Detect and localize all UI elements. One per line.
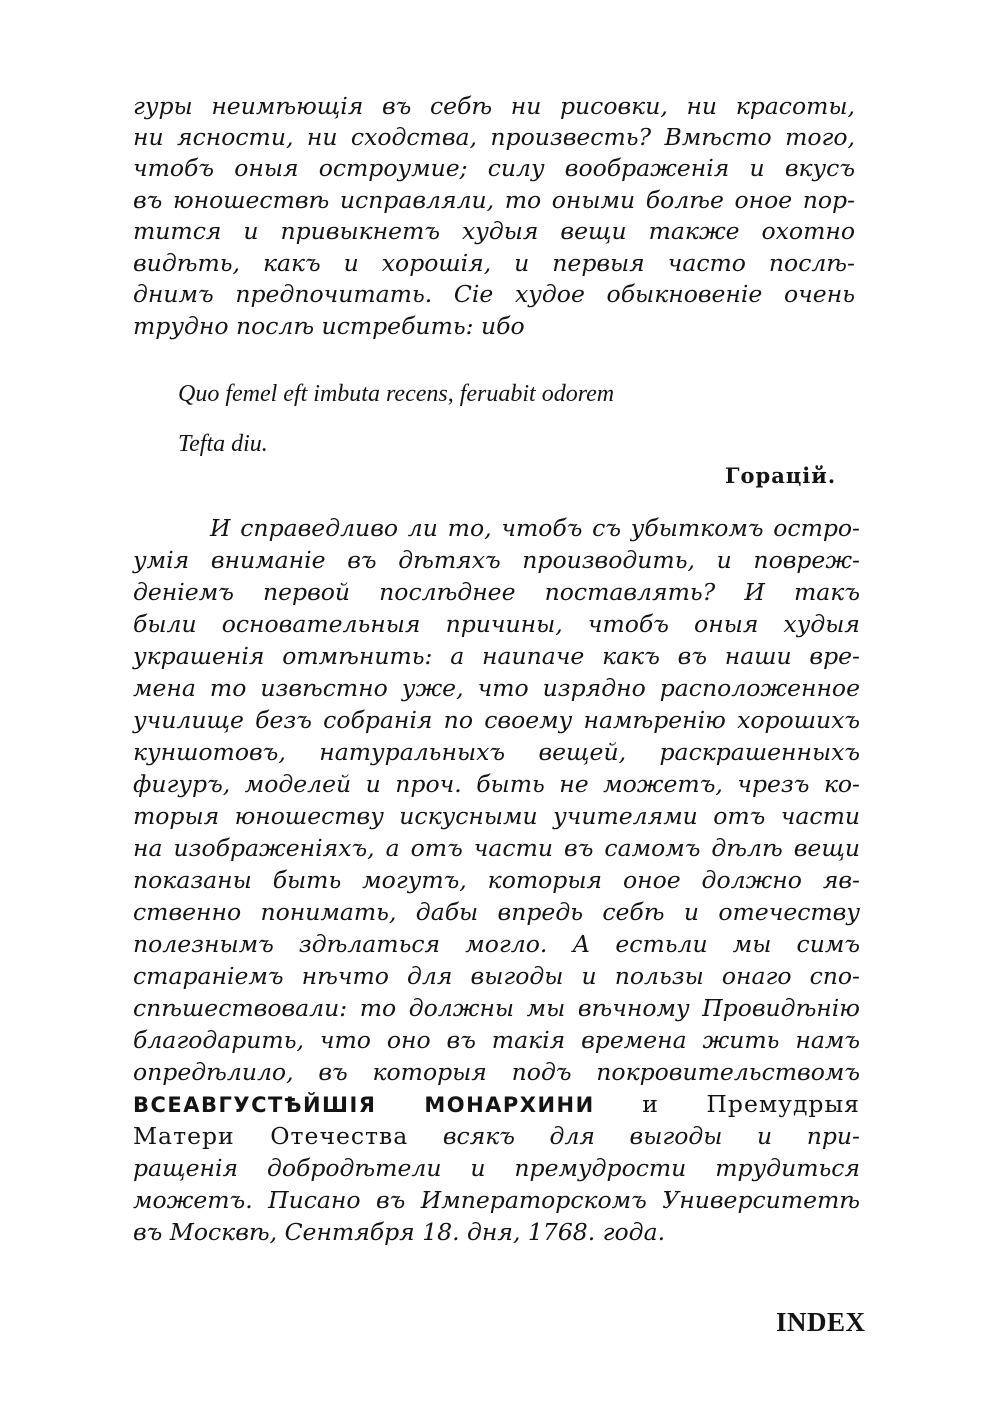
text-line: на изображеніяхъ, а отъ части въ самомъ дѣлѣ вещи	[133, 834, 860, 862]
text-line: куншотовъ, натуральныхъ вещей, раскрашенныхъ	[133, 738, 860, 766]
quote-line: Tefta diu.	[178, 431, 268, 457]
text-line: умія вниманіе въ дѣтяхъ производить, и повреж-	[133, 546, 860, 574]
dedication-line	[133, 1089, 860, 1119]
text-line: въ Москвѣ, Сентября 18. дня, 1768. года.	[133, 1218, 666, 1246]
text-fragment: всякъ для выгоды и при-	[408, 1122, 860, 1150]
text-line: трудно послѣ истребить: ибо	[133, 312, 525, 340]
text-line: ращенія добродѣтели и премудрости трудиться	[133, 1154, 860, 1182]
text-line: фигуръ, моделей и проч. быть не можетъ, чрезъ ко-	[133, 770, 860, 798]
text-line: чтобъ оныя остроумие; силу воображенія и вкусъ	[133, 154, 855, 182]
text-line: училище безъ собранія по своему намѣренію хорошихъ	[133, 706, 860, 734]
text-line: въ юношествѣ исправляли, то оными болѣе оное пор-	[133, 186, 855, 214]
catchword: INDEX	[776, 1307, 866, 1337]
text-line: видѣть, какъ и хорошія, и первыя часто послѣ-	[133, 249, 855, 277]
text-line: полезнымъ здѣлаться могло. А естьли мы симъ	[133, 930, 860, 958]
quote-attribution: Горацій.	[725, 463, 837, 488]
quote-line: Quo femel eft imbuta recens, feruabit odorem	[178, 381, 615, 407]
text-line: опредѣлило, въ которыя подъ покровительствомъ	[133, 1058, 860, 1086]
text-line: можетъ. Писано въ Императорскомъ Университетѣ	[133, 1186, 860, 1214]
text-line: деніемъ первой послѣднее поставлять? И такъ	[133, 578, 860, 606]
text-line: были основательныя причины, чтобъ оныя худыя	[133, 610, 860, 638]
dedication-caps: ВСЕАВГУСТѢЙШІЯ МОНАРХИНИ	[133, 1093, 595, 1117]
text-line: мена то извѣстно уже, что изрядно расположенное	[133, 674, 860, 702]
text-line: показаны быть могутъ, которыя оное должно яв-	[133, 866, 860, 894]
text-line: тится и привыкнетъ худыя вещи также охотно	[133, 217, 855, 245]
text-fragment: и	[594, 1090, 707, 1118]
text-line: И справедливо ли то, чтобъ съ убыткомъ остро-	[210, 514, 860, 542]
text-line: стараніемъ нѣчто для выгоды и пользы онаго спо-	[133, 962, 860, 990]
dedication-line-2	[133, 1121, 860, 1151]
dedication-title-part2: Матери Отечества	[133, 1122, 409, 1150]
text-line: ни ясности, ни сходства, произвесть? Вмѣсто того,	[133, 123, 855, 151]
text-line: гуры неимѣющія въ себѣ ни рисовки, ни красоты,	[133, 92, 855, 120]
text-line: благодарить, что оно въ такія времена жить намъ	[133, 1026, 860, 1054]
text-line: ственно понимать, дабы впредь себѣ и отечеству	[133, 898, 860, 926]
text-line: украшенія отмѣнить: а наипаче какъ въ наши вре-	[133, 642, 860, 670]
text-line: днимъ предпочитать. Сіе худое обыкновеніе очень	[133, 280, 855, 308]
text-line: спѣшествовали: то должны мы вѣчному Провидѣнію	[133, 994, 860, 1022]
dedication-title-part1: Премудрыя	[706, 1090, 860, 1118]
text-line: торыя юношеству искусными учителями отъ части	[133, 802, 860, 830]
